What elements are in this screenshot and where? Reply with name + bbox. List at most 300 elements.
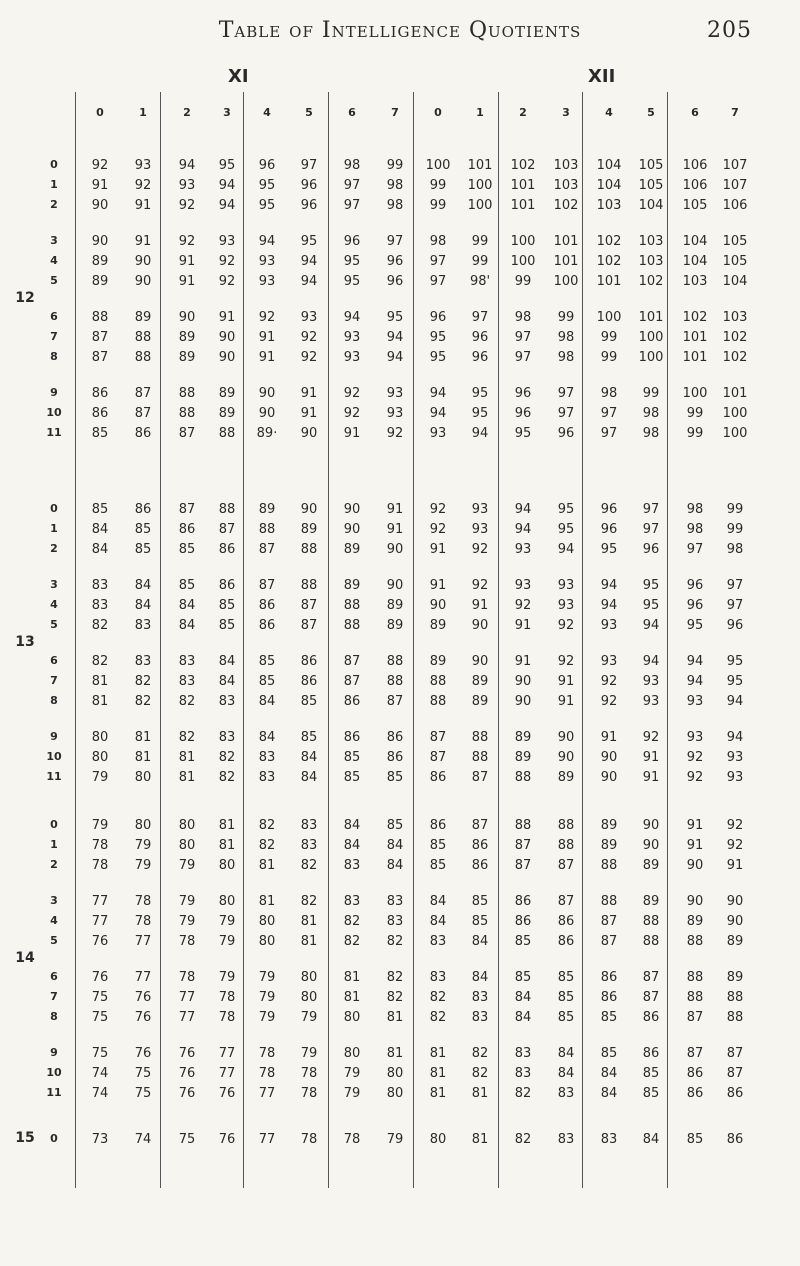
iq-cell: 89: [386, 618, 404, 633]
iq-cell: 96: [300, 178, 318, 193]
iq-cell: 96: [471, 330, 489, 345]
iq-cell: 86: [600, 990, 618, 1005]
iq-cell: 91: [642, 750, 660, 765]
iq-cell: 92: [300, 350, 318, 365]
month-row-label: 11: [46, 1086, 62, 1099]
month-row-label: 2: [50, 198, 58, 211]
iq-cell: 86: [642, 1010, 660, 1025]
iq-cell: 82: [300, 894, 318, 909]
iq-cell: 94: [258, 234, 276, 249]
iq-cell: 87: [343, 654, 361, 669]
iq-cell: 97: [557, 406, 575, 421]
iq-cell: 93: [726, 770, 744, 785]
iq-cell: 83: [218, 730, 236, 745]
iq-cell: 89: [218, 406, 236, 421]
iq-cell: 82: [471, 1066, 489, 1081]
iq-cell: 81: [386, 1046, 404, 1061]
iq-cell: 91: [343, 426, 361, 441]
iq-cell: 77: [258, 1132, 276, 1147]
iq-cell: 79: [91, 818, 109, 833]
iq-cell: 94: [726, 694, 744, 709]
iq-cell: 74: [91, 1066, 109, 1081]
iq-cell: 87: [600, 914, 618, 929]
iq-cell: 92: [300, 330, 318, 345]
iq-cell: 82: [218, 750, 236, 765]
iq-cell: 79: [134, 858, 152, 873]
iq-cell: 96: [686, 598, 704, 613]
iq-cell: 105: [722, 254, 748, 269]
iq-cell: 78: [218, 1010, 236, 1025]
iq-cell: 101: [682, 350, 708, 365]
iq-cell: 89: [429, 654, 447, 669]
page-title: Table of Intelligence Quotients: [218, 18, 582, 43]
iq-cell: 87: [686, 1046, 704, 1061]
iq-cell: 78: [178, 934, 196, 949]
iq-cell: 76: [91, 970, 109, 985]
iq-cell: 92: [471, 542, 489, 557]
iq-cell: 87: [386, 694, 404, 709]
iq-cell: 92: [557, 618, 575, 633]
iq-cell: 91: [300, 386, 318, 401]
month-row-label: 9: [50, 386, 58, 399]
iq-cell: 85: [258, 654, 276, 669]
iq-cell: 87: [91, 350, 109, 365]
iq-cell: 90: [300, 426, 318, 441]
month-row-label: 5: [50, 618, 58, 631]
iq-cell: 87: [258, 542, 276, 557]
iq-cell: 85: [218, 598, 236, 613]
iq-cell: 88: [300, 578, 318, 593]
iq-cell: 92: [218, 254, 236, 269]
iq-cell: 97: [300, 158, 318, 173]
iq-cell: 98: [343, 158, 361, 173]
iq-cell: 79: [134, 838, 152, 853]
iq-cell: 82: [300, 858, 318, 873]
column-divider: [75, 92, 76, 1188]
month-row-label: 1: [50, 178, 58, 191]
month-row-label: 2: [50, 858, 58, 871]
iq-cell: 87: [726, 1046, 744, 1061]
iq-cell: 88: [600, 894, 618, 909]
iq-cell: 97: [686, 542, 704, 557]
iq-cell: 95: [726, 654, 744, 669]
iq-cell: 84: [218, 654, 236, 669]
iq-cell: 97: [642, 502, 660, 517]
iq-cell: 92: [91, 158, 109, 173]
iq-cell: 86: [134, 426, 152, 441]
iq-cell: 87: [178, 502, 196, 517]
iq-cell: 90: [343, 522, 361, 537]
iq-cell: 84: [134, 598, 152, 613]
iq-cell: 86: [91, 386, 109, 401]
iq-cell: 105: [682, 198, 708, 213]
month-row-label: 6: [50, 310, 58, 323]
column-divider: [667, 92, 668, 1188]
month-row-label: 9: [50, 730, 58, 743]
iq-cell: 100: [510, 234, 536, 249]
iq-cell: 89: [557, 770, 575, 785]
iq-cell: 80: [343, 1010, 361, 1025]
iq-cell: 89: [726, 934, 744, 949]
iq-cell: 92: [258, 310, 276, 325]
iq-cell: 94: [343, 310, 361, 325]
iq-cell: 84: [300, 750, 318, 765]
iq-cell: 88: [557, 838, 575, 853]
iq-cell: 85: [218, 618, 236, 633]
iq-cell: 92: [726, 818, 744, 833]
column-divider: [582, 92, 583, 1188]
iq-cell: 86: [343, 694, 361, 709]
iq-cell: 94: [386, 330, 404, 345]
iq-cell: 85: [343, 770, 361, 785]
iq-cell: 83: [386, 894, 404, 909]
month-row-label: 4: [50, 598, 58, 611]
iq-cell: 95: [386, 310, 404, 325]
iq-cell: 93: [300, 310, 318, 325]
iq-cell: 100: [682, 386, 708, 401]
iq-cell: 98': [469, 274, 491, 289]
iq-cell: 87: [300, 618, 318, 633]
iq-cell: 95: [642, 598, 660, 613]
iq-cell: 99: [429, 198, 447, 213]
iq-cell: 97: [343, 178, 361, 193]
iq-cell: 101: [682, 330, 708, 345]
month-row-label: 10: [46, 750, 62, 763]
month-column-header: 7: [731, 106, 739, 119]
iq-cell: 85: [557, 1010, 575, 1025]
iq-cell: 88: [343, 618, 361, 633]
iq-cell: 89: [343, 578, 361, 593]
iq-cell: 86: [686, 1086, 704, 1101]
month-row-label: 1: [50, 838, 58, 851]
iq-cell: 87: [600, 934, 618, 949]
iq-cell: 81: [429, 1066, 447, 1081]
iq-cell: 95: [218, 158, 236, 173]
iq-cell: 92: [600, 674, 618, 689]
iq-cell: 102: [596, 254, 622, 269]
iq-cell: 84: [600, 1086, 618, 1101]
iq-cell: 81: [218, 818, 236, 833]
iq-cell: 82: [218, 770, 236, 785]
iq-cell: 93: [258, 254, 276, 269]
iq-cell: 82: [91, 618, 109, 633]
iq-cell: 79: [178, 914, 196, 929]
iq-cell: 83: [300, 818, 318, 833]
iq-cell: 85: [471, 914, 489, 929]
iq-cell: 95: [429, 350, 447, 365]
iq-cell: 82: [258, 838, 276, 853]
iq-cell: 95: [343, 254, 361, 269]
iq-cell: 93: [600, 618, 618, 633]
iq-cell: 90: [91, 234, 109, 249]
iq-cell: 90: [471, 654, 489, 669]
iq-cell: 89: [642, 858, 660, 873]
iq-cell: 86: [726, 1086, 744, 1101]
iq-cell: 96: [557, 426, 575, 441]
iq-cell: 97: [514, 350, 532, 365]
iq-cell: 107: [722, 158, 748, 173]
iq-cell: 97: [429, 274, 447, 289]
iq-cell: 106: [682, 178, 708, 193]
iq-cell: 78: [178, 970, 196, 985]
month-row-label: 11: [46, 426, 62, 439]
month-row-label: 8: [50, 694, 58, 707]
iq-cell: 82: [91, 654, 109, 669]
iq-cell: 93: [471, 502, 489, 517]
iq-cell: 82: [178, 694, 196, 709]
iq-cell: 90: [557, 730, 575, 745]
iq-cell: 82: [134, 694, 152, 709]
iq-cell: 98: [642, 406, 660, 421]
iq-cell: 103: [553, 178, 579, 193]
iq-cell: 80: [91, 730, 109, 745]
iq-cell: 93: [726, 750, 744, 765]
iq-cell: 91: [514, 654, 532, 669]
iq-cell: 93: [600, 654, 618, 669]
iq-cell: 105: [638, 178, 664, 193]
iq-cell: 81: [258, 894, 276, 909]
iq-cell: 88: [386, 654, 404, 669]
iq-cell: 87: [471, 818, 489, 833]
year-label: 14: [15, 950, 35, 966]
iq-cell: 79: [258, 990, 276, 1005]
iq-cell: 96: [471, 350, 489, 365]
iq-cell: 88: [726, 990, 744, 1005]
iq-cell: 85: [514, 934, 532, 949]
iq-cell: 100: [638, 350, 664, 365]
iq-cell: 88: [91, 310, 109, 325]
iq-cell: 86: [471, 838, 489, 853]
iq-cell: 91: [300, 406, 318, 421]
iq-cell: 82: [471, 1046, 489, 1061]
year-label: 13: [15, 634, 35, 650]
iq-cell: 98: [642, 426, 660, 441]
iq-cell: 97: [429, 254, 447, 269]
iq-cell: 91: [429, 578, 447, 593]
iq-cell: 85: [686, 1132, 704, 1147]
month-column-header: 7: [391, 106, 399, 119]
iq-cell: 83: [91, 598, 109, 613]
iq-cell: 105: [722, 234, 748, 249]
iq-cell: 81: [429, 1046, 447, 1061]
month-row-label: 4: [50, 914, 58, 927]
iq-cell: 85: [429, 838, 447, 853]
iq-cell: 78: [218, 990, 236, 1005]
iq-cell: 104: [596, 158, 622, 173]
iq-cell: 87: [514, 838, 532, 853]
iq-cell: 88: [642, 934, 660, 949]
month-column-header: 4: [263, 106, 271, 119]
iq-cell: 78: [258, 1046, 276, 1061]
iq-cell: 76: [178, 1066, 196, 1081]
iq-cell: 94: [726, 730, 744, 745]
iq-cell: 77: [178, 990, 196, 1005]
month-row-label: 6: [50, 654, 58, 667]
month-row-label: 2: [50, 542, 58, 555]
iq-cell: 85: [386, 770, 404, 785]
iq-cell: 84: [134, 578, 152, 593]
iq-cell: 90: [386, 542, 404, 557]
month-row-label: 8: [50, 350, 58, 363]
iq-cell: 93: [557, 598, 575, 613]
iq-cell: 100: [425, 158, 451, 173]
iq-cell: 82: [343, 914, 361, 929]
iq-cell: 84: [471, 934, 489, 949]
iq-cell: 89: [726, 970, 744, 985]
iq-cell: 84: [178, 618, 196, 633]
iq-cell: 95: [471, 406, 489, 421]
iq-cell: 83: [343, 894, 361, 909]
iq-cell: 85: [343, 750, 361, 765]
iq-cell: 77: [91, 894, 109, 909]
iq-cell: 87: [726, 1066, 744, 1081]
month-row-label: 0: [50, 502, 58, 515]
iq-cell: 92: [343, 406, 361, 421]
iq-cell: 84: [300, 770, 318, 785]
iq-cell: 93: [557, 578, 575, 593]
iq-cell: 88: [471, 750, 489, 765]
iq-cell: 84: [386, 838, 404, 853]
iq-cell: 89: [471, 694, 489, 709]
iq-cell: 93: [642, 694, 660, 709]
iq-cell: 79: [178, 894, 196, 909]
iq-cell: 92: [726, 838, 744, 853]
iq-cell: 96: [343, 234, 361, 249]
iq-cell: 80: [91, 750, 109, 765]
iq-cell: 101: [510, 178, 536, 193]
iq-cell: 99: [471, 234, 489, 249]
iq-cell: 93: [343, 350, 361, 365]
iq-cell: 93: [386, 386, 404, 401]
iq-cell: 87: [471, 770, 489, 785]
page-header: [0, 18, 800, 43]
iq-cell: 95: [557, 522, 575, 537]
iq-cell: 85: [178, 542, 196, 557]
iq-cell: 81: [343, 990, 361, 1005]
iq-cell: 101: [467, 158, 493, 173]
iq-cell: 103: [638, 234, 664, 249]
iq-cell: 96: [686, 578, 704, 593]
iq-cell: 98: [514, 310, 532, 325]
iq-cell: 96: [258, 158, 276, 173]
iq-cell: 80: [178, 838, 196, 853]
iq-cell: 96: [642, 542, 660, 557]
iq-cell: 76: [134, 1010, 152, 1025]
iq-cell: 97: [557, 386, 575, 401]
iq-cell: 89: [343, 542, 361, 557]
iq-cell: 81: [134, 750, 152, 765]
iq-cell: 85: [134, 522, 152, 537]
iq-cell: 77: [178, 1010, 196, 1025]
iq-cell: 99: [686, 426, 704, 441]
iq-cell: 86: [471, 858, 489, 873]
iq-cell: 91: [726, 858, 744, 873]
iq-cell: 84: [91, 522, 109, 537]
iq-cell: 104: [596, 178, 622, 193]
iq-cell: 94: [642, 618, 660, 633]
iq-cell: 83: [386, 914, 404, 929]
iq-cell: 90: [386, 578, 404, 593]
iq-cell: 86: [386, 750, 404, 765]
iq-cell: 81: [386, 1010, 404, 1025]
iq-cell: 96: [300, 198, 318, 213]
iq-cell: 84: [429, 894, 447, 909]
iq-cell: 75: [91, 990, 109, 1005]
iq-cell: 88: [686, 934, 704, 949]
iq-cell: 93: [343, 330, 361, 345]
iq-cell: 80: [343, 1046, 361, 1061]
iq-cell: 94: [178, 158, 196, 173]
iq-cell: 80: [300, 990, 318, 1005]
iq-cell: 92: [178, 234, 196, 249]
month-column-header: 3: [223, 106, 231, 119]
month-row-label: 8: [50, 1010, 58, 1023]
iq-cell: 82: [134, 674, 152, 689]
iq-cell: 78: [343, 1132, 361, 1147]
iq-cell: 93: [642, 674, 660, 689]
iq-cell: 90: [134, 254, 152, 269]
iq-cell: 78: [300, 1086, 318, 1101]
iq-cell: 78: [91, 858, 109, 873]
iq-cell: 101: [638, 310, 664, 325]
iq-cell: 84: [258, 694, 276, 709]
iq-cell: 90: [343, 502, 361, 517]
iq-cell: 87: [134, 406, 152, 421]
iq-cell: 86: [514, 914, 532, 929]
iq-cell: 83: [471, 1010, 489, 1025]
iq-cell: 91: [386, 502, 404, 517]
iq-cell: 81: [218, 838, 236, 853]
column-divider: [328, 92, 329, 1188]
iq-cell: 86: [258, 618, 276, 633]
iq-cell: 96: [726, 618, 744, 633]
iq-cell: 82: [429, 1010, 447, 1025]
iq-cell: 79: [218, 914, 236, 929]
iq-cell: 96: [386, 274, 404, 289]
iq-cell: 83: [134, 618, 152, 633]
iq-cell: 95: [300, 234, 318, 249]
iq-cell: 88: [600, 858, 618, 873]
iq-cell: 86: [258, 598, 276, 613]
iq-cell: 84: [429, 914, 447, 929]
month-column-header: 1: [139, 106, 147, 119]
iq-cell: 89: [471, 674, 489, 689]
iq-cell: 87: [218, 522, 236, 537]
iq-cell: 88: [386, 674, 404, 689]
iq-cell: 84: [642, 1132, 660, 1147]
iq-cell: 79: [300, 1046, 318, 1061]
iq-cell: 99: [686, 406, 704, 421]
iq-cell: 91: [134, 234, 152, 249]
iq-cell: 87: [91, 330, 109, 345]
iq-cell: 79: [178, 858, 196, 873]
iq-cell: 85: [514, 970, 532, 985]
iq-cell: 82: [514, 1132, 532, 1147]
iq-cell: 96: [386, 254, 404, 269]
iq-cell: 96: [514, 406, 532, 421]
iq-cell: 87: [642, 990, 660, 1005]
iq-cell: 94: [386, 350, 404, 365]
iq-cell: 80: [134, 770, 152, 785]
iq-cell: 90: [178, 310, 196, 325]
iq-cell: 90: [91, 198, 109, 213]
iq-cell: 86: [429, 770, 447, 785]
iq-cell: 95: [343, 274, 361, 289]
iq-cell: 82: [386, 934, 404, 949]
iq-cell: 105: [638, 158, 664, 173]
group-title-xi: XI: [228, 66, 249, 87]
iq-cell: 83: [178, 654, 196, 669]
